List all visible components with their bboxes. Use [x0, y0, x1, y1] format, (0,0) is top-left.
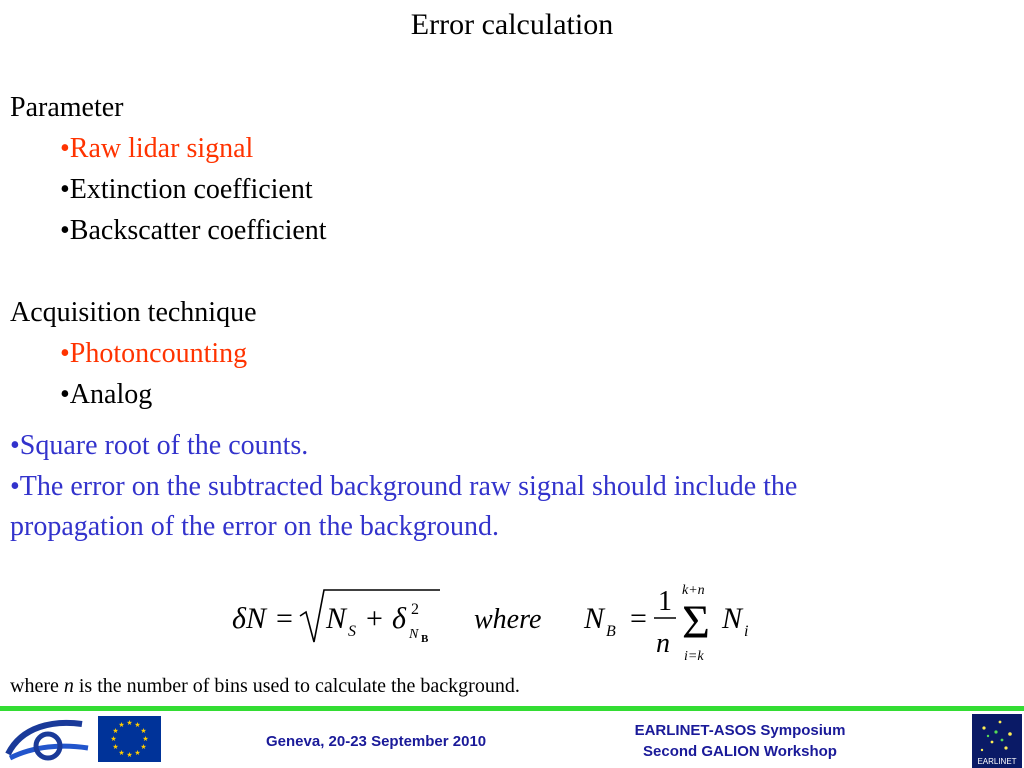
svg-text:★: ★ [110, 735, 117, 743]
parameter-item-extinction: •Extinction coefficient [60, 174, 313, 205]
svg-text:i: i [744, 623, 749, 640]
footer-symposium-line2: Second GALION Workshop [643, 743, 837, 760]
svg-text:δN: δN [232, 602, 266, 635]
note-background-error-line2: propagation of the error on the background. [10, 511, 500, 542]
svg-text:2: 2 [411, 601, 419, 618]
svg-text:+: + [366, 602, 383, 635]
footer-date: Geneva, 20-23 September 2010 [266, 733, 487, 750]
footer-symposium [590, 720, 890, 762]
svg-text:★: ★ [142, 735, 149, 743]
svg-text:★: ★ [118, 749, 125, 757]
error-formula [0, 572, 1024, 672]
svg-text:★: ★ [134, 749, 141, 757]
slide-title: Error calculation [410, 8, 614, 41]
svg-text:k+n: k+n [682, 583, 705, 598]
svg-text:1: 1 [658, 586, 672, 617]
note-square-root: •Square root of the counts. [10, 430, 309, 461]
svg-text:★: ★ [112, 727, 119, 735]
svg-text:N: N [722, 602, 743, 635]
svg-text:★: ★ [126, 751, 133, 759]
svg-text:N: N [326, 602, 347, 635]
footer-divider [0, 706, 1024, 711]
svg-text:S: S [348, 623, 356, 640]
formula-note: where n is the number of bins used to calculate the background. [10, 675, 520, 697]
acquisition-item-analog: •Analog [60, 379, 153, 410]
fp-logo [4, 716, 90, 764]
acquisition-heading: Acquisition technique [10, 297, 257, 328]
svg-text:=: = [630, 602, 647, 635]
svg-text:Σ: Σ [682, 596, 710, 649]
parameter-item-raw-lidar-signal: •Raw lidar signal [60, 133, 254, 164]
earlinet-logo-text: EARLINET [977, 757, 1017, 766]
svg-text:★: ★ [134, 721, 141, 729]
svg-text:=: = [276, 602, 293, 635]
svg-text:★: ★ [126, 719, 133, 727]
svg-text:B: B [421, 633, 429, 645]
note-background-error-line1: •The error on the subtracted background raw signal should include the [10, 471, 798, 502]
svg-text:δ: δ [392, 602, 406, 635]
svg-text:★: ★ [118, 721, 125, 729]
svg-text:n: n [656, 628, 670, 659]
svg-text:★: ★ [140, 727, 147, 735]
svg-text:★: ★ [112, 743, 119, 751]
svg-text:B: B [606, 623, 616, 640]
svg-text:i=k: i=k [684, 649, 704, 664]
earlinet-logo [972, 714, 1022, 768]
parameter-item-backscatter: •Backscatter coefficient [60, 215, 327, 246]
svg-text:★: ★ [140, 743, 147, 751]
svg-text:N: N [584, 602, 605, 635]
svg-text:N: N [409, 627, 419, 642]
footer-symposium-line1: EARLINET-ASOS Symposium [634, 722, 846, 739]
eu-flag-logo [98, 716, 161, 762]
svg-text:where: where [474, 604, 542, 635]
acquisition-item-photoncounting: •Photoncounting [60, 338, 248, 369]
parameter-heading: Parameter [10, 92, 124, 123]
